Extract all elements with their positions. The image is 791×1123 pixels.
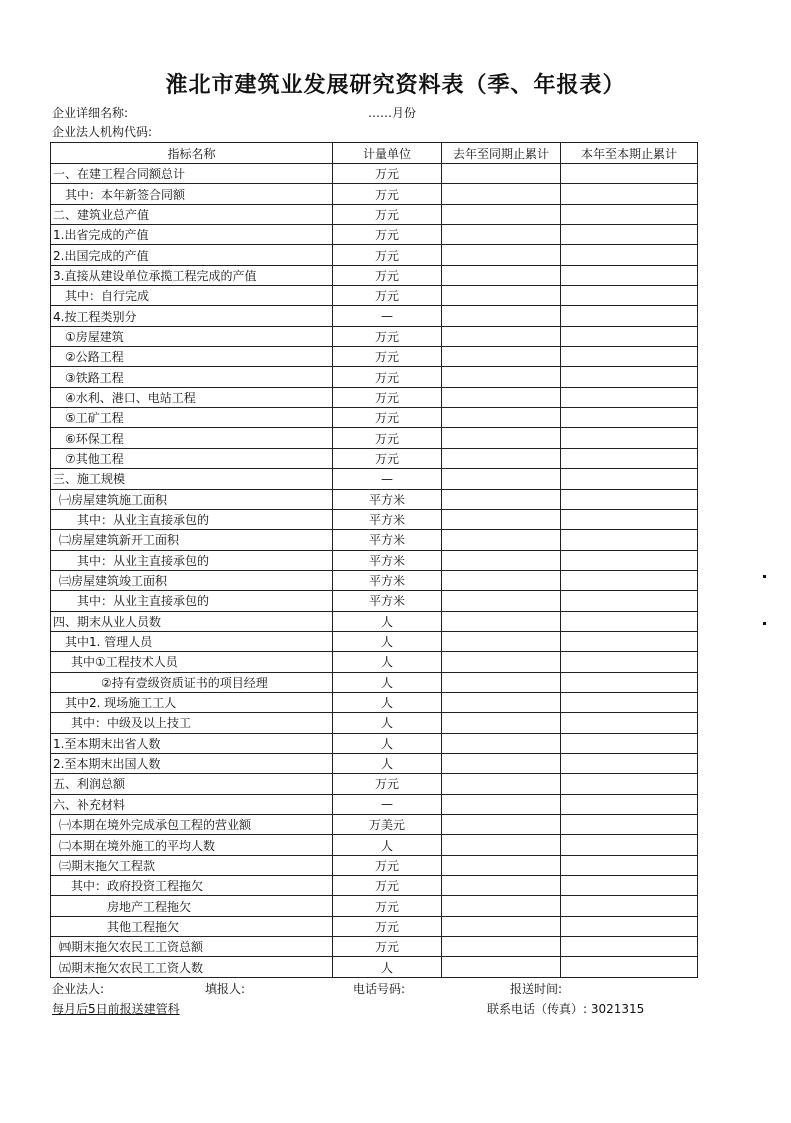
unit-cell: 万元: [333, 164, 442, 184]
unit-cell: —: [333, 469, 442, 489]
indicator-name: ㈣期末拖欠农民工工资总额: [51, 937, 333, 957]
last-year-value-cell[interactable]: [442, 326, 561, 346]
table-row: [51, 326, 698, 346]
indicator-name: 其中：自行完成: [51, 286, 333, 306]
unit-cell: 万元: [333, 265, 442, 285]
table-row: [51, 428, 698, 448]
table-row: [51, 265, 698, 285]
indicator-name: 2.出国完成的产值: [51, 245, 333, 265]
report-body: [51, 164, 698, 978]
indicator-name: 六、补充材料: [51, 794, 333, 814]
unit-cell: —: [333, 794, 442, 814]
unit-cell: 平方米: [333, 550, 442, 570]
this-year-value-cell[interactable]: [561, 265, 698, 285]
indicator-name: ㈢期末拖欠工程款: [51, 855, 333, 875]
this-year-value-cell[interactable]: [561, 957, 698, 977]
this-year-value-cell[interactable]: [561, 774, 698, 794]
this-year-value-cell[interactable]: [561, 428, 698, 448]
unit-cell: 万元: [333, 326, 442, 346]
column-header-unit: 计量单位: [333, 143, 442, 164]
table-row: [51, 408, 698, 428]
this-year-value-cell[interactable]: [561, 937, 698, 957]
table-row: [51, 387, 698, 407]
table-row: [51, 815, 698, 835]
indicator-name: 4.按工程类别分: [51, 306, 333, 326]
legal-person-label: 企业法人:: [52, 982, 105, 996]
table-row: [51, 489, 698, 509]
table-row: [51, 164, 698, 184]
last-year-value-cell[interactable]: [442, 286, 561, 306]
last-year-value-cell[interactable]: [442, 530, 561, 550]
this-year-value-cell[interactable]: [561, 876, 698, 896]
last-year-value-cell[interactable]: [442, 794, 561, 814]
last-year-value-cell[interactable]: [442, 611, 561, 631]
table-row: [51, 794, 698, 814]
this-year-value-cell[interactable]: [561, 916, 698, 936]
this-year-value-cell[interactable]: [561, 713, 698, 733]
deadline-note: 每月后5日前报送建管科: [52, 1002, 180, 1016]
table-row: [51, 672, 698, 692]
last-year-value-cell[interactable]: [442, 448, 561, 468]
unit-cell: 万元: [333, 916, 442, 936]
last-year-value-cell[interactable]: [442, 815, 561, 835]
indicator-name: ④水利、港口、电站工程: [51, 387, 333, 407]
this-year-value-cell[interactable]: [561, 509, 698, 529]
table-row: [51, 896, 698, 916]
unit-cell: 人: [333, 652, 442, 672]
this-year-value-cell[interactable]: [561, 550, 698, 570]
this-year-value-cell[interactable]: [561, 753, 698, 773]
page-title: 淮北市建筑业发展研究资料表（季、年报表）: [165, 73, 626, 98]
last-year-value-cell[interactable]: [442, 876, 561, 896]
this-year-value-cell[interactable]: [561, 530, 698, 550]
this-year-value-cell[interactable]: [561, 367, 698, 387]
report-table: [50, 142, 698, 978]
last-year-value-cell[interactable]: [442, 937, 561, 957]
last-year-value-cell[interactable]: [442, 184, 561, 204]
unit-cell: 万元: [333, 774, 442, 794]
last-year-value-cell[interactable]: [442, 753, 561, 773]
table-row: [51, 774, 698, 794]
table-row: [51, 652, 698, 672]
indicator-name: 1.出省完成的产值: [51, 225, 333, 245]
this-year-value-cell[interactable]: [561, 387, 698, 407]
this-year-value-cell[interactable]: [561, 855, 698, 875]
indicator-name: 房地产工程拖欠: [51, 896, 333, 916]
enterprise-name-label: 企业详细名称:: [52, 106, 129, 120]
indicator-name: ㈡本期在境外施工的平均人数: [51, 835, 333, 855]
this-year-value-cell[interactable]: [561, 733, 698, 753]
this-year-value-cell[interactable]: [561, 306, 698, 326]
table-row: [51, 611, 698, 631]
this-year-value-cell[interactable]: [561, 225, 698, 245]
unit-cell: 人: [333, 957, 442, 977]
last-year-value-cell[interactable]: [442, 774, 561, 794]
this-year-value-cell[interactable]: [561, 631, 698, 651]
last-year-value-cell[interactable]: [442, 733, 561, 753]
last-year-value-cell[interactable]: [442, 164, 561, 184]
indicator-name: ㈠本期在境外完成承包工程的营业额: [51, 815, 333, 835]
filler-label: 填报人:: [205, 982, 246, 996]
indicator-name: ②持有壹级资质证书的项目经理: [51, 672, 333, 692]
this-year-value-cell[interactable]: [561, 611, 698, 631]
column-header-last-year: 去年至同期止累计: [442, 143, 561, 164]
unit-cell: 万元: [333, 204, 442, 224]
this-year-value-cell[interactable]: [561, 815, 698, 835]
table-row: [51, 184, 698, 204]
unit-cell: 人: [333, 692, 442, 712]
unit-cell: 万元: [333, 387, 442, 407]
header-row: [51, 143, 698, 164]
this-year-value-cell[interactable]: [561, 570, 698, 590]
indicator-name: 1.至本期末出省人数: [51, 733, 333, 753]
unit-cell: 万元: [333, 408, 442, 428]
this-year-value-cell[interactable]: [561, 896, 698, 916]
unit-cell: —: [333, 306, 442, 326]
indicator-name: ①房屋建筑: [51, 326, 333, 346]
unit-cell: 平方米: [333, 591, 442, 611]
indicator-name: 3.直接从建设单位承揽工程完成的产值: [51, 265, 333, 285]
unit-cell: 人: [333, 713, 442, 733]
column-header-this-year: 本年至本期止累计: [561, 143, 698, 164]
indicator-name: ㈤期末拖欠农民工工资人数: [51, 957, 333, 977]
last-year-value-cell[interactable]: [442, 631, 561, 651]
unit-cell: 人: [333, 835, 442, 855]
unit-cell: 万元: [333, 225, 442, 245]
unit-cell: 平方米: [333, 489, 442, 509]
scan-mark: [763, 575, 766, 578]
last-year-value-cell[interactable]: [442, 692, 561, 712]
this-year-value-cell[interactable]: [561, 591, 698, 611]
unit-cell: 人: [333, 733, 442, 753]
this-year-value-cell[interactable]: [561, 835, 698, 855]
last-year-value-cell[interactable]: [442, 896, 561, 916]
last-year-value-cell[interactable]: [442, 489, 561, 509]
this-year-value-cell[interactable]: [561, 164, 698, 184]
table-row: [51, 631, 698, 651]
this-year-value-cell[interactable]: [561, 692, 698, 712]
indicator-name: 五、利润总额: [51, 774, 333, 794]
indicator-name: 四、期末从业人员数: [51, 611, 333, 631]
table-row: [51, 509, 698, 529]
this-year-value-cell[interactable]: [561, 652, 698, 672]
unit-cell: 万元: [333, 855, 442, 875]
table-row: [51, 876, 698, 896]
last-year-value-cell[interactable]: [442, 428, 561, 448]
last-year-value-cell[interactable]: [442, 855, 561, 875]
this-year-value-cell[interactable]: [561, 204, 698, 224]
indicator-name: 其中①工程技术人员: [51, 652, 333, 672]
last-year-value-cell[interactable]: [442, 672, 561, 692]
last-year-value-cell[interactable]: [442, 225, 561, 245]
table-row: [51, 347, 698, 367]
indicator-name: 其中：从业主直接承包的: [51, 591, 333, 611]
this-year-value-cell[interactable]: [561, 794, 698, 814]
unit-cell: 平方米: [333, 530, 442, 550]
indicator-name: ㈠房屋建筑施工面积: [51, 489, 333, 509]
contact-phone: 联系电话（传真）: 3021315: [487, 1002, 645, 1016]
indicator-name: 其他工程拖欠: [51, 916, 333, 936]
table-row: [51, 448, 698, 468]
table-row: [51, 835, 698, 855]
indicator-name: ㈢房屋建筑竣工面积: [51, 570, 333, 590]
table-row: [51, 530, 698, 550]
unit-cell: 平方米: [333, 509, 442, 529]
this-year-value-cell[interactable]: [561, 326, 698, 346]
table-row: [51, 713, 698, 733]
table-row: [51, 469, 698, 489]
last-year-value-cell[interactable]: [442, 469, 561, 489]
indicator-name: ⑤工矿工程: [51, 408, 333, 428]
unit-cell: 万元: [333, 428, 442, 448]
last-year-value-cell[interactable]: [442, 916, 561, 936]
this-year-value-cell[interactable]: [561, 448, 698, 468]
table-row: [51, 550, 698, 570]
this-year-value-cell[interactable]: [561, 347, 698, 367]
indicator-name: 其中：中级及以上技工: [51, 713, 333, 733]
table-row: [51, 204, 698, 224]
indicator-name: ③铁路工程: [51, 367, 333, 387]
last-year-value-cell[interactable]: [442, 835, 561, 855]
unit-cell: 万元: [333, 367, 442, 387]
last-year-value-cell[interactable]: [442, 245, 561, 265]
indicator-name: 其中：政府投资工程拖欠: [51, 876, 333, 896]
column-header-indicator: 指标名称: [51, 143, 333, 164]
indicator-name: ⑦其他工程: [51, 448, 333, 468]
table-row: [51, 367, 698, 387]
this-year-value-cell[interactable]: [561, 469, 698, 489]
indicator-name: ⑥环保工程: [51, 428, 333, 448]
this-year-value-cell[interactable]: [561, 245, 698, 265]
indicator-name: 其中：本年新签合同额: [51, 184, 333, 204]
last-year-value-cell[interactable]: [442, 957, 561, 977]
unit-cell: 万元: [333, 347, 442, 367]
unit-cell: 人: [333, 672, 442, 692]
this-year-value-cell[interactable]: [561, 489, 698, 509]
this-year-value-cell[interactable]: [561, 286, 698, 306]
last-year-value-cell[interactable]: [442, 204, 561, 224]
indicator-name: 其中：从业主直接承包的: [51, 550, 333, 570]
unit-cell: 万美元: [333, 815, 442, 835]
last-year-value-cell[interactable]: [442, 306, 561, 326]
unit-cell: 万元: [333, 286, 442, 306]
last-year-value-cell[interactable]: [442, 550, 561, 570]
unit-cell: 万元: [333, 184, 442, 204]
indicator-name: 其中2. 现场施工工人: [51, 692, 333, 712]
last-year-value-cell[interactable]: [442, 591, 561, 611]
this-year-value-cell[interactable]: [561, 408, 698, 428]
org-code-label: 企业法人机构代码:: [52, 125, 153, 139]
indicator-name: ②公路工程: [51, 347, 333, 367]
this-year-value-cell[interactable]: [561, 672, 698, 692]
this-year-value-cell[interactable]: [561, 184, 698, 204]
last-year-value-cell[interactable]: [442, 570, 561, 590]
last-year-value-cell[interactable]: [442, 265, 561, 285]
indicator-name: 一、在建工程合同额总计: [51, 164, 333, 184]
unit-cell: 人: [333, 631, 442, 651]
phone-label: 电话号码:: [353, 982, 406, 996]
last-year-value-cell[interactable]: [442, 652, 561, 672]
table-row: [51, 692, 698, 712]
table-row: [51, 306, 698, 326]
last-year-value-cell[interactable]: [442, 713, 561, 733]
table-row: [51, 916, 698, 936]
unit-cell: 万元: [333, 937, 442, 957]
scan-mark: [763, 622, 766, 625]
table-row: [51, 753, 698, 773]
table-row: [51, 225, 698, 245]
unit-cell: 人: [333, 753, 442, 773]
last-year-value-cell[interactable]: [442, 387, 561, 407]
unit-cell: 人: [333, 611, 442, 631]
indicator-name: 其中1. 管理人员: [51, 631, 333, 651]
indicator-name: 2.至本期末出国人数: [51, 753, 333, 773]
unit-cell: 万元: [333, 876, 442, 896]
table-row: [51, 591, 698, 611]
table-row: [51, 937, 698, 957]
unit-cell: 万元: [333, 448, 442, 468]
indicator-name: ㈡房屋建筑新开工面积: [51, 530, 333, 550]
last-year-value-cell[interactable]: [442, 347, 561, 367]
last-year-value-cell[interactable]: [442, 408, 561, 428]
indicator-name: 其中：从业主直接承包的: [51, 509, 333, 529]
indicator-name: 二、建筑业总产值: [51, 204, 333, 224]
table-row: [51, 957, 698, 977]
indicator-name: 三、施工规模: [51, 469, 333, 489]
table-row: [51, 570, 698, 590]
table-row: [51, 286, 698, 306]
last-year-value-cell[interactable]: [442, 509, 561, 529]
table-row: [51, 245, 698, 265]
unit-cell: 万元: [333, 896, 442, 916]
last-year-value-cell[interactable]: [442, 367, 561, 387]
submit-time-label: 报送时间:: [510, 982, 563, 996]
unit-cell: 万元: [333, 245, 442, 265]
table-row: [51, 733, 698, 753]
unit-cell: 平方米: [333, 570, 442, 590]
month-label: ……月份: [368, 106, 417, 120]
table-row: [51, 855, 698, 875]
